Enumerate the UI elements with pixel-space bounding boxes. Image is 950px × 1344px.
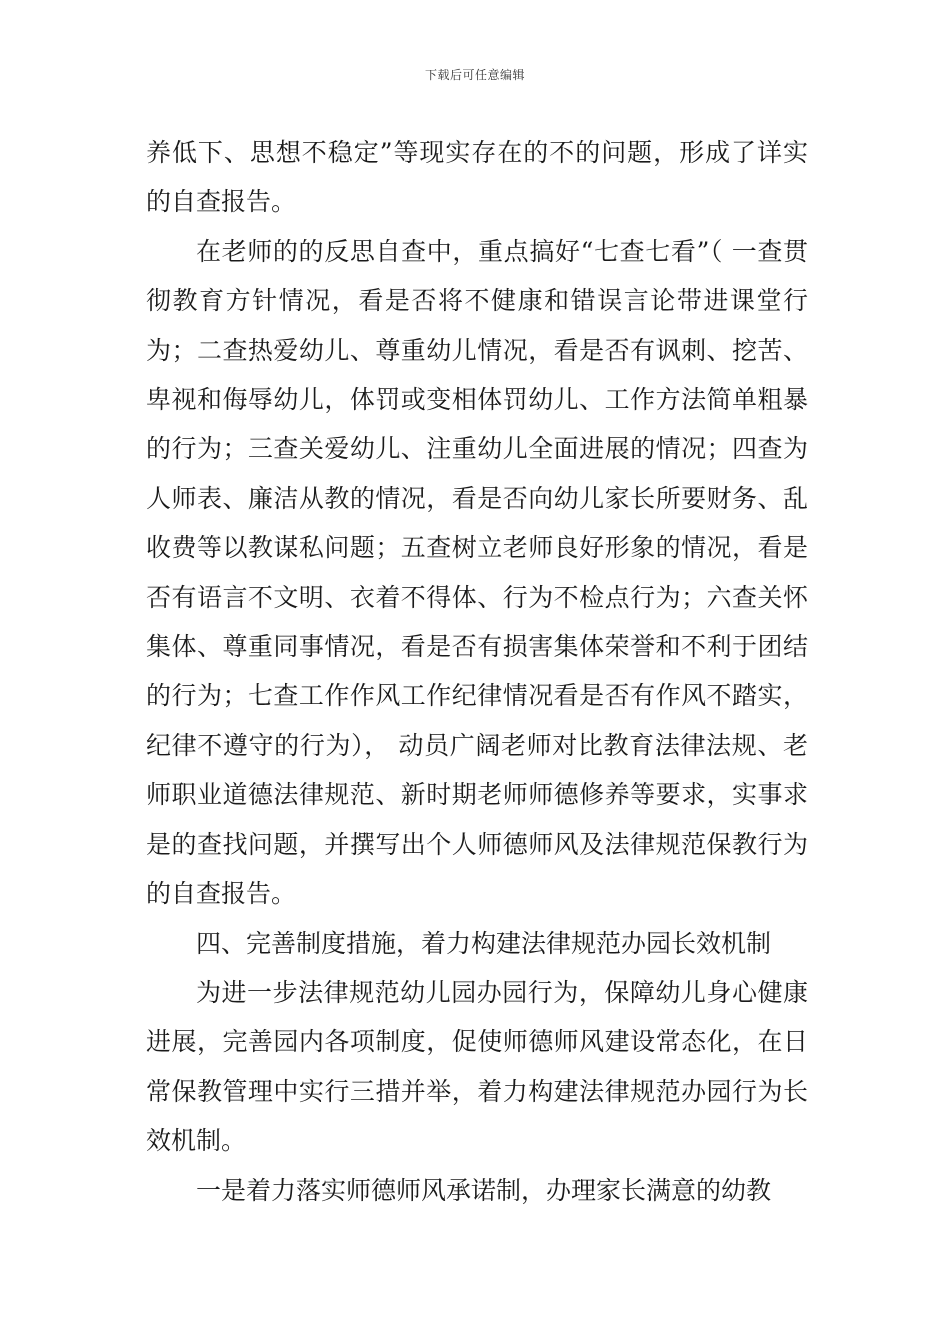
section-heading: 四、完善制度措施，着力构建法律规范办园长效机制	[196, 928, 772, 958]
paragraph-1: 养低下、思想不稳定”等现实存在的不的问题，形成了详实的自查报告。	[146, 138, 808, 217]
document-body	[146, 128, 808, 1215]
page-header: 下载后可任意编辑	[424, 68, 525, 82]
paragraph-3: 为进一步法律规范幼儿园办园行为，保障幼儿身心健康进展，完善园内各项制度，促使师德师风建设常态化，在日常保教管理中实行三措并举，着力构建法律规范办园行为长效机制。	[146, 977, 808, 1156]
paragraph-4: 一是着力落实师德师风承诺制，办理家长满意的幼教	[196, 1175, 772, 1205]
paragraph-2: 在老师的的反思自查中，重点搞好“七查七看”（ 一查贯彻教育方针情况，看是否将不健康和错误言论带进课堂行为；二查热爱幼儿、尊重幼儿情况，看是否有讽刺、挖苦、卑视和侮辱幼儿，体罚或变相体罚幼儿、工作方法简单粗暴的行为；三查关爱幼儿、注重幼儿全面进展的情况；四查为人师表、廉洁从教的情况，看是否向幼儿家长所要财务、乱收费等以教谋私问题；五查树立老师良好形象的情况，看是否有语言不文明、衣着不得体、行为不检点行为；六查关怀集体、尊重同事情况，看是否有损害集体荣誉和不利于团结的行为；七查工作作风工作纪律情况看是否有作风不踏实，纪律不遵守的行为）， 动员广阔老师对比教育法律法规、老师职业道德法律规范、新时期老师师德修养等要求，实事求是的查找问题，并撰写出个人师德师风及法律规范保教行为的自查报告。	[146, 236, 808, 909]
